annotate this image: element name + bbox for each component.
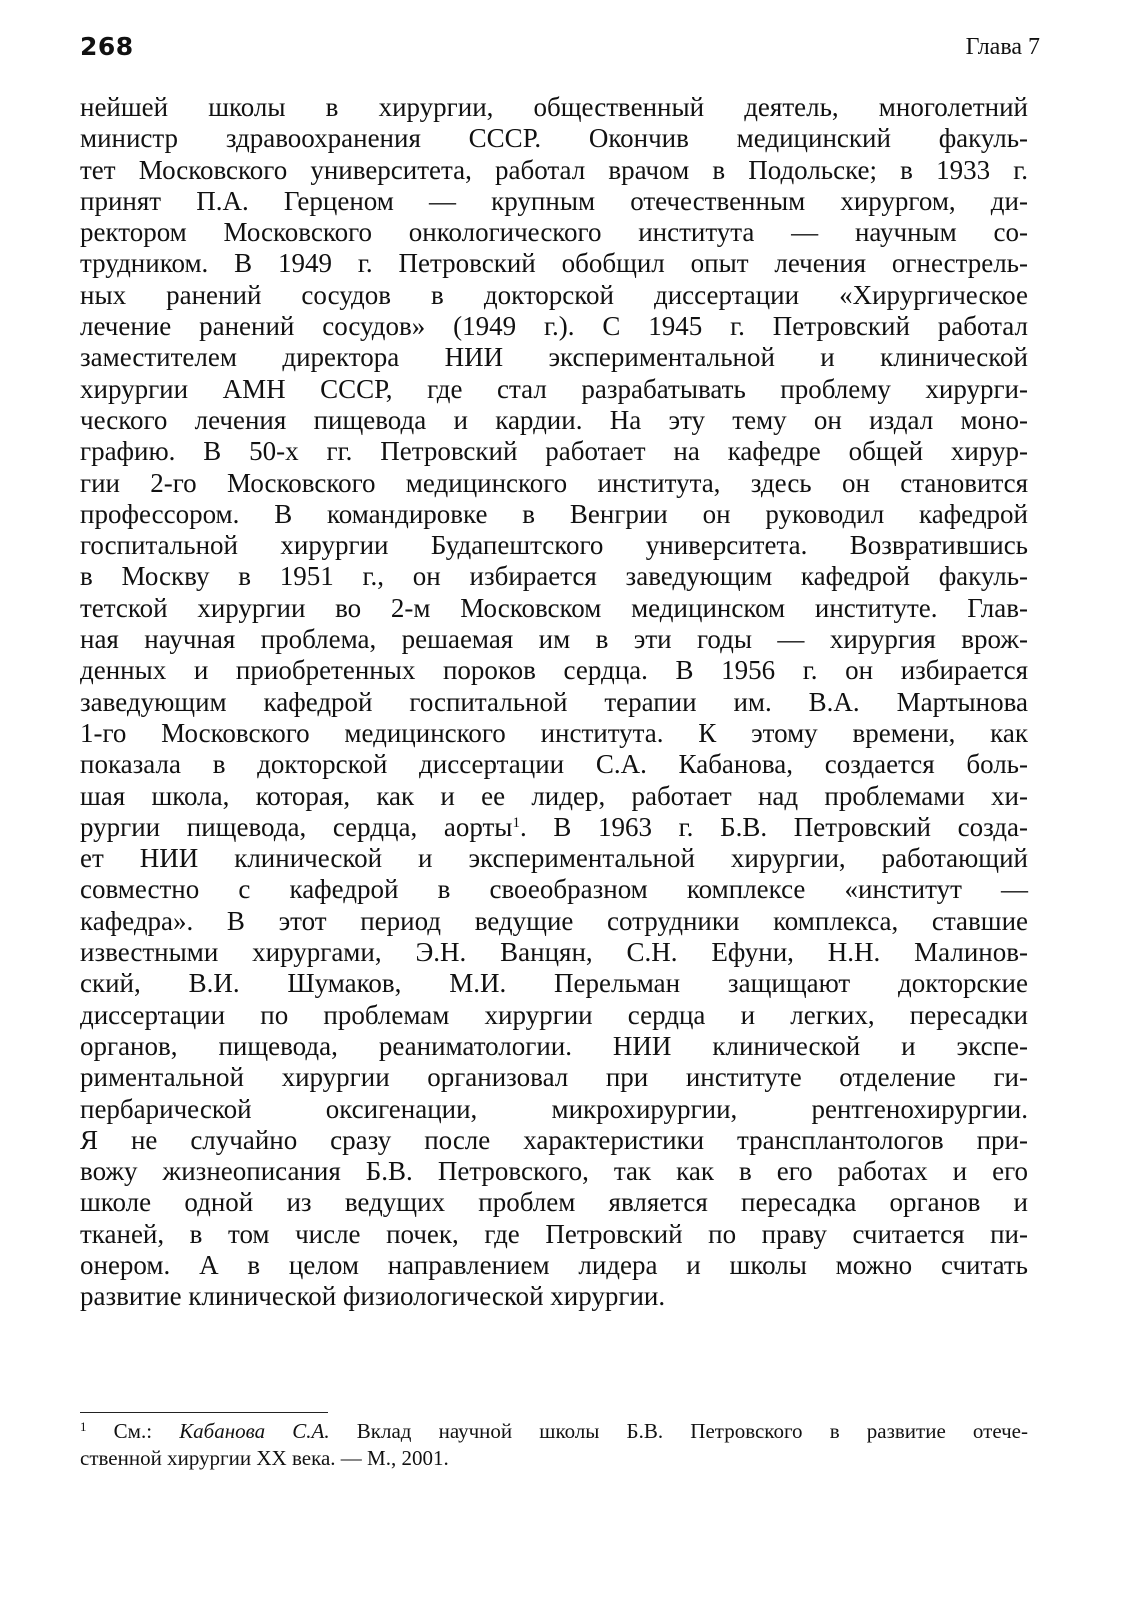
text-line: известными хирургами, Э.Н. Ванцян, С.Н. Ефуни, Н.Н. Малинов- bbox=[80, 937, 1028, 968]
text-line: заместителем директора НИИ экспериментальной и клинической bbox=[80, 342, 1028, 373]
text-line: нейшей школы в хирургии, общественный деятель, многолетний bbox=[80, 92, 1028, 122]
text-line: тет Московского университета, работал врачом в Подольске; в 1933 г. bbox=[80, 154, 1028, 185]
footnote-author: Кабанова С.А. bbox=[179, 1419, 330, 1443]
text-line: показала в докторской диссертации С.А. Кабанова, создается боль- bbox=[80, 749, 1028, 780]
text-line: ных ранений сосудов в докторской диссертации «Хирургическое bbox=[80, 279, 1028, 310]
body-text bbox=[80, 92, 1028, 1313]
text-line: в Москву в 1951 г., он избирается заведующим кафедрой факуль- bbox=[80, 561, 1028, 592]
footnote bbox=[80, 1418, 1028, 1472]
text-line: госпитальной хирургии Будапештского университета. Возвратившись bbox=[80, 530, 1028, 561]
footnote-line bbox=[80, 1418, 1028, 1445]
text-line: школе одной из ведущих проблем является пересадка органов и bbox=[80, 1187, 1028, 1218]
text-line: ский, В.И. Шумаков, М.И. Перельман защищают докторские bbox=[80, 968, 1028, 999]
text-line: тетской хирургии во 2-м Московском медицинском институте. Глав- bbox=[80, 592, 1028, 623]
text-line: принят П.А. Герценом — крупным отечественным хирургом, ди- bbox=[80, 185, 1028, 216]
text-line: лечение ранений сосудов» (1949 г.). С 1945 г. Петровский работал bbox=[80, 311, 1028, 342]
running-head-chapter: Глава 7 bbox=[965, 34, 1040, 60]
footnote-prefix: См.: bbox=[113, 1419, 180, 1443]
footnote-reference: 1 bbox=[512, 814, 520, 831]
text-line: Я не случайно сразу после характеристики трансплантологов при- bbox=[80, 1124, 1028, 1155]
text-line: графию. В 50-х гг. Петровский работает на кафедре общей хирур- bbox=[80, 436, 1028, 467]
text-line: ная научная проблема, решаемая им в эти годы — хирургия врож- bbox=[80, 624, 1028, 655]
text-line: шая школа, которая, как и ее лидер, работает над проблемами хи- bbox=[80, 780, 1028, 811]
text-line: 1-го Московского медицинского института. К этому времени, как bbox=[80, 717, 1028, 748]
text-line: пербарической оксигенации, микрохирургии, рентгенохирургии. bbox=[80, 1093, 1028, 1124]
text-line-part: . В 1963 г. Б.В. Петровский созда- bbox=[519, 811, 1028, 842]
footnote-marker: 1 bbox=[80, 1419, 87, 1434]
text-line: онером. А в целом направлением лидера и школы можно считать bbox=[80, 1249, 1028, 1280]
footnote-text: Вклад научной школы Б.В. Петровского в развитие отече- bbox=[329, 1419, 1028, 1443]
text-line: министр здравоохранения СССР. Окончив медицинский факуль- bbox=[80, 123, 1028, 154]
footnote-line: ственной хирургии XX века. — М., 2001. bbox=[80, 1446, 449, 1470]
text-line: гии 2-го Московского медицинского института, здесь он становится bbox=[80, 467, 1028, 498]
text-line: профессором. В командировке в Венгрии он руководил кафедрой bbox=[80, 498, 1028, 529]
text-line-with-footnote-ref bbox=[80, 812, 1028, 843]
text-line: хирургии АМН СССР, где стал разрабатывать проблему хирурги- bbox=[80, 373, 1028, 404]
text-line-part: рургии пищевода, сердца, аорты bbox=[80, 811, 513, 842]
text-line: ческого лечения пищевода и кардии. На эту тему он издал моно- bbox=[80, 404, 1028, 435]
text-line: тканей, в том числе почек, где Петровский по праву считается пи- bbox=[80, 1218, 1028, 1249]
text-line: ет НИИ клинической и экспериментальной хирургии, работающий bbox=[80, 843, 1028, 874]
text-line: денных и приобретенных пороков сердца. В 1956 г. он избирается bbox=[80, 655, 1028, 686]
text-line: совместно с кафедрой в своеобразном комплексе «институт — bbox=[80, 874, 1028, 905]
text-line: вожу жизнеописания Б.В. Петровского, так как в его работах и его bbox=[80, 1156, 1028, 1187]
text-line: риментальной хирургии организовал при институте отделение ги- bbox=[80, 1062, 1028, 1093]
text-line: трудником. В 1949 г. Петровский обобщил опыт лечения огнестрель- bbox=[80, 248, 1028, 279]
text-line: заведующим кафедрой госпитальной терапии им. В.А. Мартынова bbox=[80, 686, 1028, 717]
text-line: органов, пищевода, реаниматологии. НИИ клинической и экспе- bbox=[80, 1030, 1028, 1061]
text-line: диссертации по проблемам хирургии сердца и легких, пересадки bbox=[80, 999, 1028, 1030]
page-number: 268 bbox=[80, 32, 134, 61]
text-line: кафедра». В этот период ведущие сотрудники комплекса, ставшие bbox=[80, 905, 1028, 936]
footnote-divider bbox=[80, 1412, 328, 1413]
text-line: ректором Московского онкологического института — научным со- bbox=[80, 217, 1028, 248]
text-line: развитие клинической физиологической хирургии. bbox=[80, 1281, 666, 1312]
